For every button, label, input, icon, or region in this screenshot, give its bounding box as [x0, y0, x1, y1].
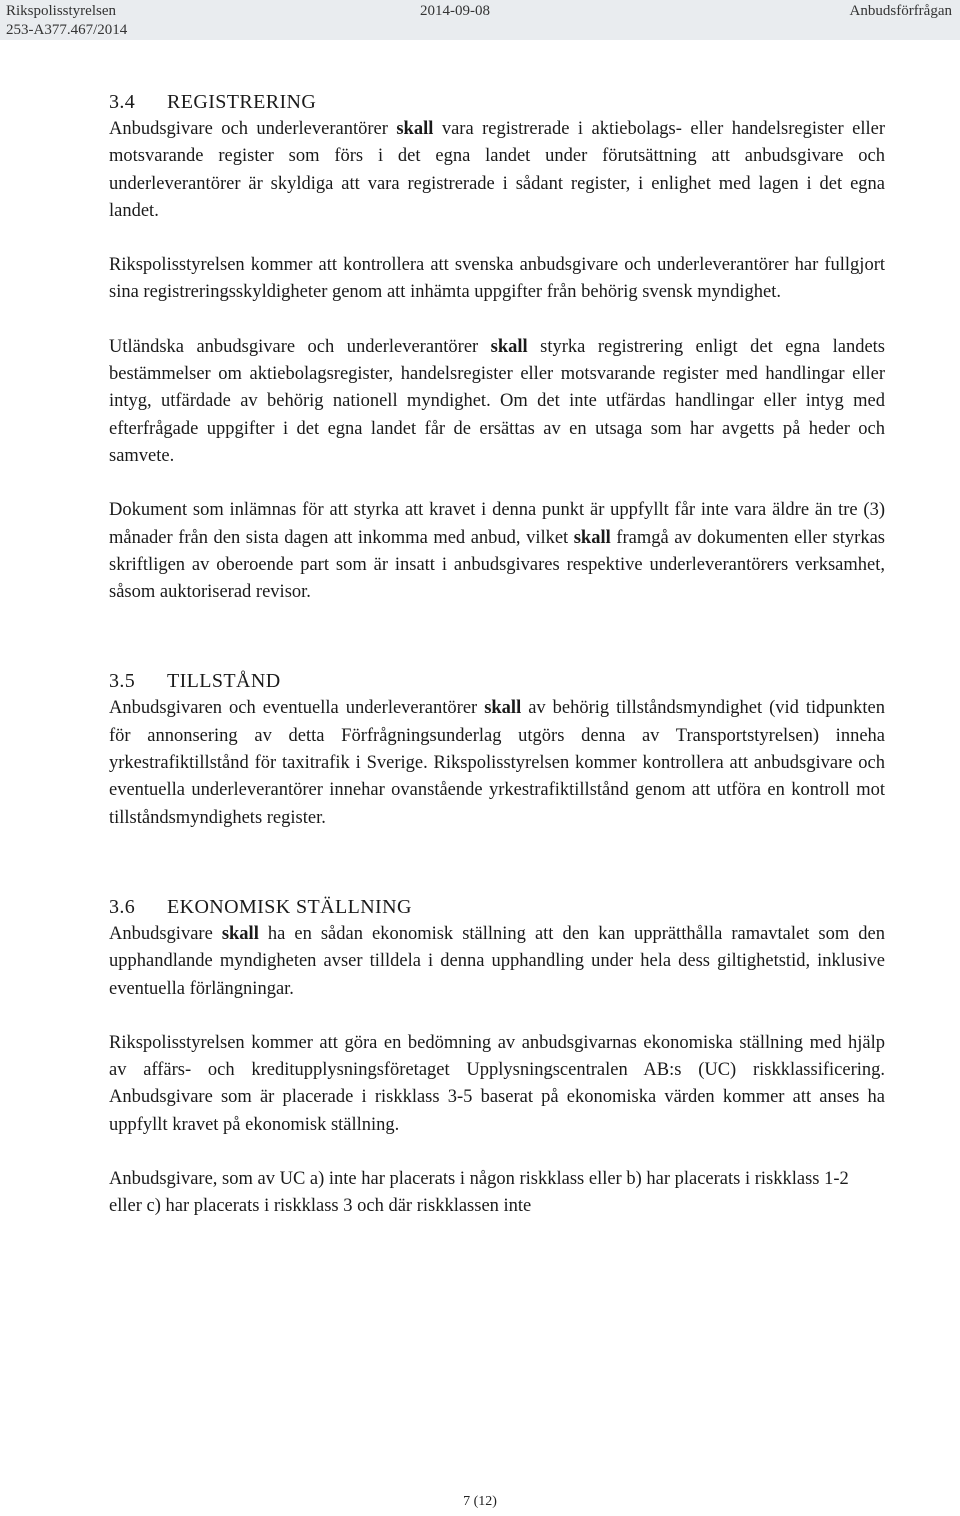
- paragraph: Dokument som inlämnas för att styrka att kravet i denna punkt är uppfyllt får inte vara äldre än tre (3) månader från den sista dagen att inkomma med anbud, vilket skall framgå av dokumenten eller styrkas skriftligen av oberoende part som är insatt i anbudsgivares respektive underleverantörers verksamhet, såsom auktoriserad revisor.: [109, 500, 885, 603]
- section-heading: [109, 893, 885, 921]
- section-spacer: [109, 859, 885, 893]
- section-title: EKONOMISK STÄLLNING: [167, 895, 412, 918]
- section-heading: [109, 667, 885, 695]
- paragraph: Anbudsgivare, som av UC a) inte har placerats i någon riskklass eller b) har placerats i riskklass 1-2 eller c) har placerats i riskklass 3 och där riskklassen inte: [109, 1169, 849, 1217]
- section-title: REGISTRERING: [167, 91, 317, 113]
- section-ekonomisk-stallning: [109, 893, 885, 1221]
- paragraph: Anbudsgivare skall ha en sådan ekonomisk ställning att den kan upprätthålla ramavtalet som den upphandlande myndigheten avser tilldela i denna upphandling under hela dess giltighetstid, inklusive eventuella förlängningar.: [109, 923, 885, 999]
- paragraph: Rikspolisstyrelsen kommer att göra en bedömning av anbudsgivarnas ekonomiska ställning med hjälp av affärs- och kreditupplysningsföretaget Upplysningscentralen AB:s (UC) riskklassificering. Anbudsgivare som är placerade i riskklass 3-5 baserat på ekonomiska värden kommer att anses ha uppfyllt kravet på ekonomisk ställning.: [109, 1032, 885, 1135]
- header-organization: Rikspolisstyrelsen: [6, 3, 117, 19]
- paragraph: Anbudsgivaren och eventuella underleverantörer skall av behörig tillståndsmyndighet (vid tidpunkten för annonsering av detta Förfrågningsunderlag utgörs denna av Transportstyrelsen) inneha yrkestrafiktillstånd för taxitrafik i Sverige. Rikspolisstyrelsen kommer kontrollera att anbudsgivare och eventuella underleverantörer innehar ovanstående yrkestrafiktillstånd genom att utföra en kontroll mot tillståndsmyndighets register.: [109, 698, 885, 828]
- section-spacer: [109, 633, 885, 667]
- document-body: [109, 88, 885, 1248]
- section-tillstand: [109, 667, 885, 831]
- section-number: 3.5: [109, 670, 136, 693]
- header-left: [6, 2, 127, 40]
- paragraph: Utländska anbudsgivare och underleverantörer skall styrka registrering enligt det egna landets bestämmelser om aktiebolagsregister, handelsregister eller motsvarande register med handlingar eller intyg, utfärdade av behörig nationell myndighet. Om det inte utfärdas handlingar eller intyg med efterfrågade uppgifter i det egna landet får de ersättas av en utsaga som har avgetts på heder och samvete.: [109, 336, 885, 466]
- header-doc-type: Anbudsförfrågan: [849, 3, 952, 19]
- section-registrering: [109, 88, 885, 606]
- section-number: 3.6: [109, 895, 136, 918]
- section-number: 3.4: [109, 91, 136, 113]
- header-date: 2014-09-08: [420, 3, 490, 19]
- paragraph: Rikspolisstyrelsen kommer att kontrollera att svenska anbudsgivare och underleverantörer har fullgjort sina registreringsskyldigheter genom att inhämta uppgifter från behörig svensk myndighet.: [109, 255, 885, 303]
- paragraph: Anbudsgivare och underleverantörer skall vara registrerade i aktiebolags- eller handelsregister eller motsvarande register som förs i det egna landet under förutsättning att anbudsgivare och underleverantörer är skyldiga att vara registrerade i sådant register, i enlighet med lagen i det egna landet.: [109, 119, 885, 221]
- page-number: 7 (12): [463, 1494, 497, 1509]
- section-title: TILLSTÅND: [167, 670, 281, 693]
- page-header: [0, 0, 960, 40]
- section-heading: [109, 88, 885, 116]
- header-reference: 253-A377.467/2014: [6, 22, 128, 38]
